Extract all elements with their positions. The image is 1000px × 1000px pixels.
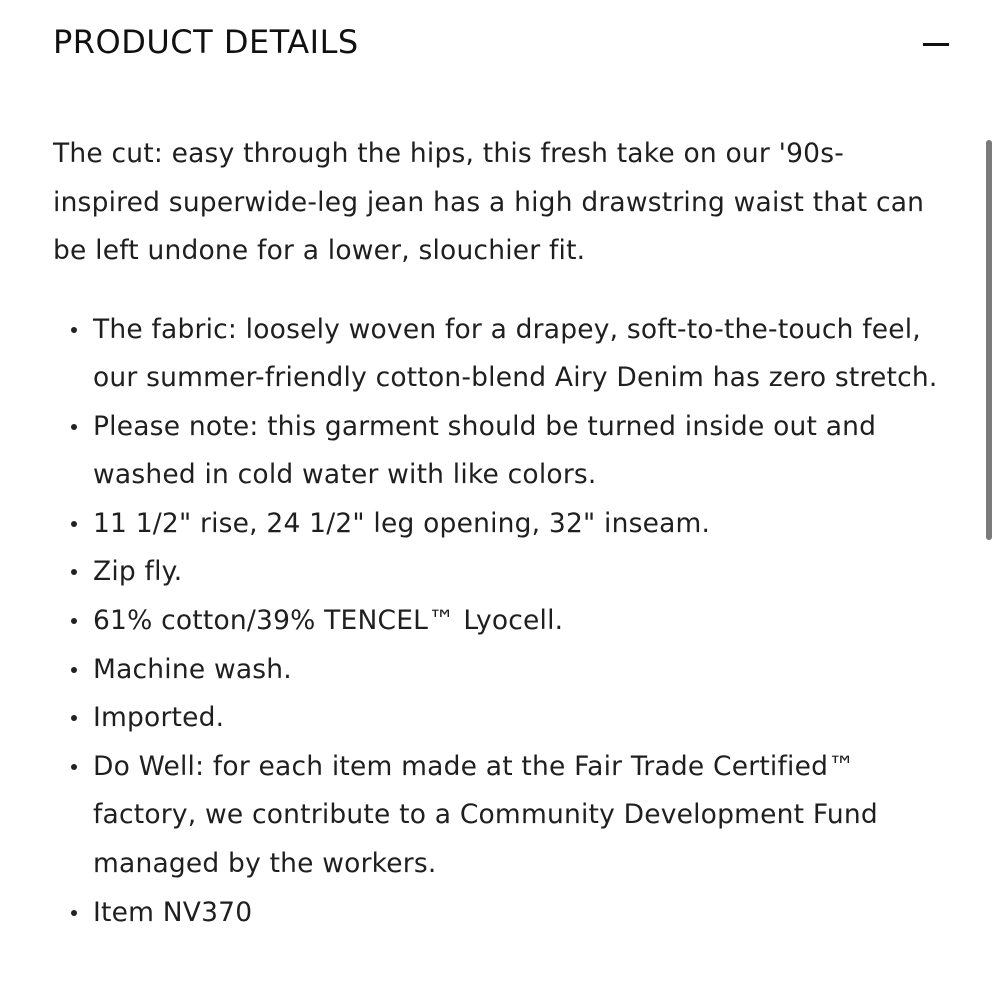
bullet-icon bbox=[71, 910, 77, 916]
list-item-text: Machine wash. bbox=[93, 653, 292, 685]
list-item-text: 61% cotton/39% TENCEL™ Lyocell. bbox=[93, 605, 564, 637]
bullet-icon bbox=[71, 715, 77, 721]
list-item bbox=[53, 306, 943, 403]
details-list bbox=[53, 306, 943, 938]
list-item-text: Do Well: for each item made at the Fair Trade Certified™ factory, we contribute to a Community Development Fund managed by the workers. bbox=[93, 750, 878, 880]
minus-icon[interactable] bbox=[923, 43, 949, 46]
list-item bbox=[53, 597, 943, 646]
bullet-icon bbox=[71, 764, 77, 770]
scrollbar[interactable] bbox=[986, 140, 994, 545]
scrollbar-thumb[interactable] bbox=[986, 140, 992, 540]
list-item bbox=[53, 646, 943, 695]
section-title: PRODUCT DETAILS bbox=[53, 23, 359, 61]
product-description: The cut: easy through the hips, this fresh take on our '90s-inspired superwide-leg jean has a high drawstring waist that can be left undone for a lower, slouchier fit. bbox=[53, 138, 925, 266]
list-item bbox=[53, 500, 943, 549]
list-item bbox=[53, 548, 943, 597]
list-item-text: The fabric: loosely woven for a drapey, soft-to-the-touch feel, our summer-friendly cotton-blend Airy Denim has zero stretch. bbox=[93, 313, 938, 394]
list-item-text: 11 1/2" rise, 24 1/2" leg opening, 32" inseam. bbox=[93, 507, 711, 539]
bullet-icon bbox=[71, 521, 77, 527]
bullet-icon bbox=[71, 618, 77, 624]
bullet-icon bbox=[71, 667, 77, 673]
list-item bbox=[53, 743, 943, 889]
bullet-icon bbox=[71, 569, 77, 575]
product-details-header[interactable] bbox=[53, 20, 953, 66]
list-item-text: Imported. bbox=[93, 702, 225, 734]
list-item bbox=[53, 403, 943, 500]
list-item bbox=[53, 694, 943, 743]
list-item-text: Please note: this garment should be turned inside out and washed in cold water with like colors. bbox=[93, 410, 877, 491]
list-item-text: Item NV370 bbox=[93, 896, 253, 928]
list-item bbox=[53, 889, 943, 938]
bullet-icon bbox=[71, 424, 77, 430]
bullet-icon bbox=[71, 327, 77, 333]
list-item-text: Zip fly. bbox=[93, 556, 183, 588]
product-details-content bbox=[53, 130, 943, 937]
